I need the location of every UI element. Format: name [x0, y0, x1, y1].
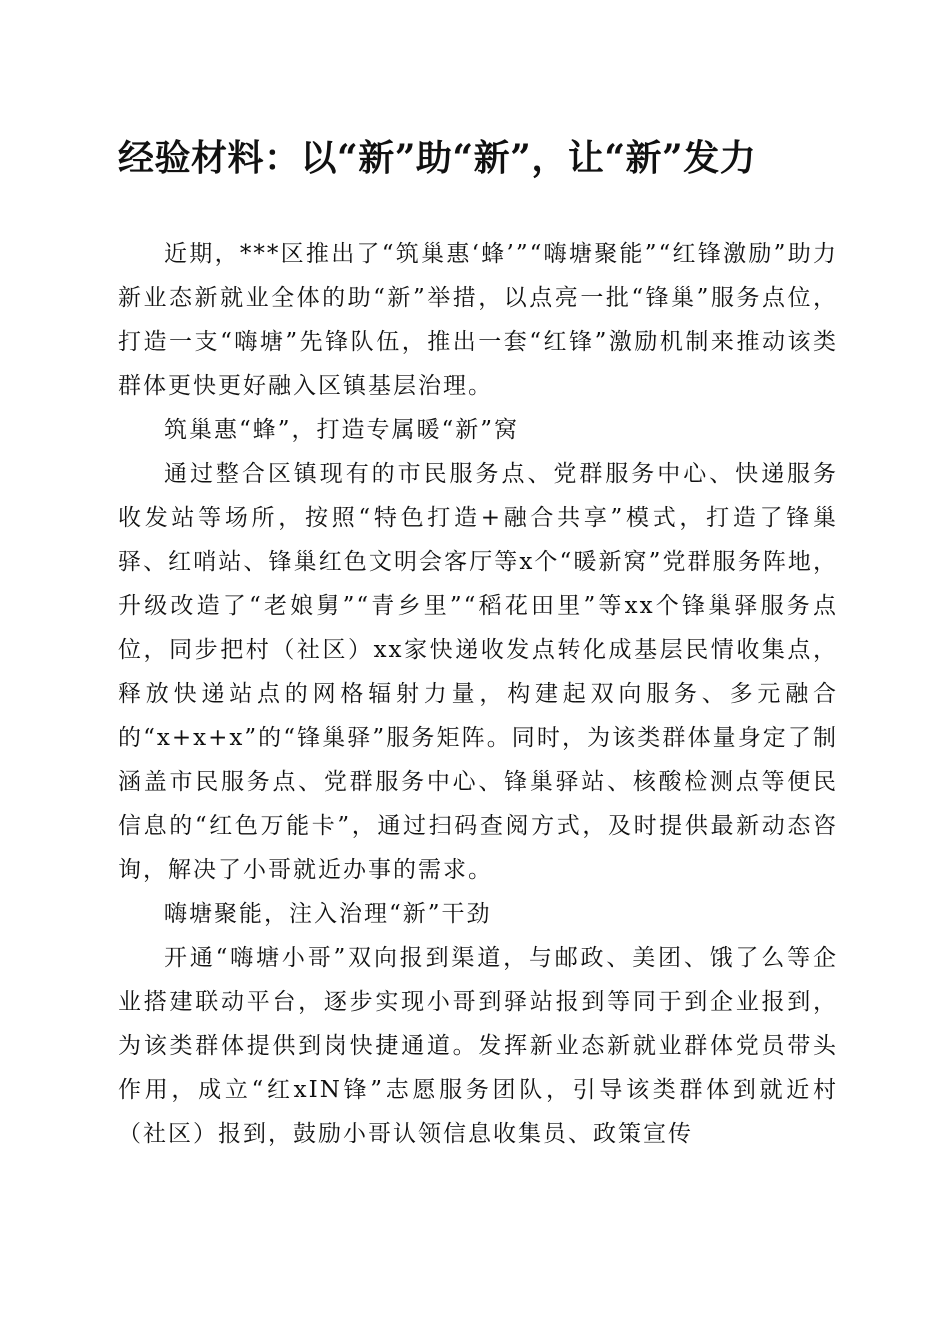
- section-heading-1: 筑巢惠“蜂”，打造专属暖“新”窝: [164, 417, 520, 443]
- section-paragraph-1: 通过整合区镇现有的市民服务点、党群服务中心、快递服务收发站等场所，按照“特色打造+融合共享”模式，打造了锋巢驿、红哨站、锋巢红色文明会客厅等x个“暖新窝”党群服务阵地，升级改造了“老娘舅”“青乡里”“稻花田里”等xx个锋巢驿服务点位，同步把村（社区）xx家快递收发点转化成基层民情收集点，释放快递站点的网格辐射力量，构建起双向服务、多元融合的“x+x+x”的“锋巢驿”服务矩阵。同时，为该类群体量身定了制涵盖市民服务点、党群服务中心、锋巢驿站、核酸检测点等便民信息的“红色万能卡”，通过扫码查阅方式，及时提供最新动态咨询，解决了小哥就近办事的需求。: [118, 461, 838, 883]
- document-title: 经验材料：以“新”助“新”，让“新”发力: [118, 137, 757, 179]
- section-heading-2: 嗨塘聚能，注入治理“新”干劲: [164, 901, 492, 927]
- section-paragraph-2: 开通“嗨塘小哥”双向报到渠道，与邮政、美团、饿了么等企业搭建联动平台，逐步实现小哥到驿站报到等同于到企业报到，为该类群体提供到岗快捷通道。发挥新业态新就业群体党员带头作用，成立“红xIN锋”志愿服务团队，引导该类群体到就近村（社区）报到，鼓励小哥认领信息收集员、政策宣传: [118, 945, 838, 1147]
- intro-paragraph: 近期，***区推出了“筑巢惠‘蜂’”“嗨塘聚能”“红锋激励”助力新业态新就业全体的助“新”举措，以点亮一批“锋巢”服务点位，打造一支“嗨塘”先锋队伍，推出一套“红锋”激励机制来推动该类群体更快更好融入区镇基层治理。: [118, 241, 838, 399]
- document-body: [118, 232, 838, 1156]
